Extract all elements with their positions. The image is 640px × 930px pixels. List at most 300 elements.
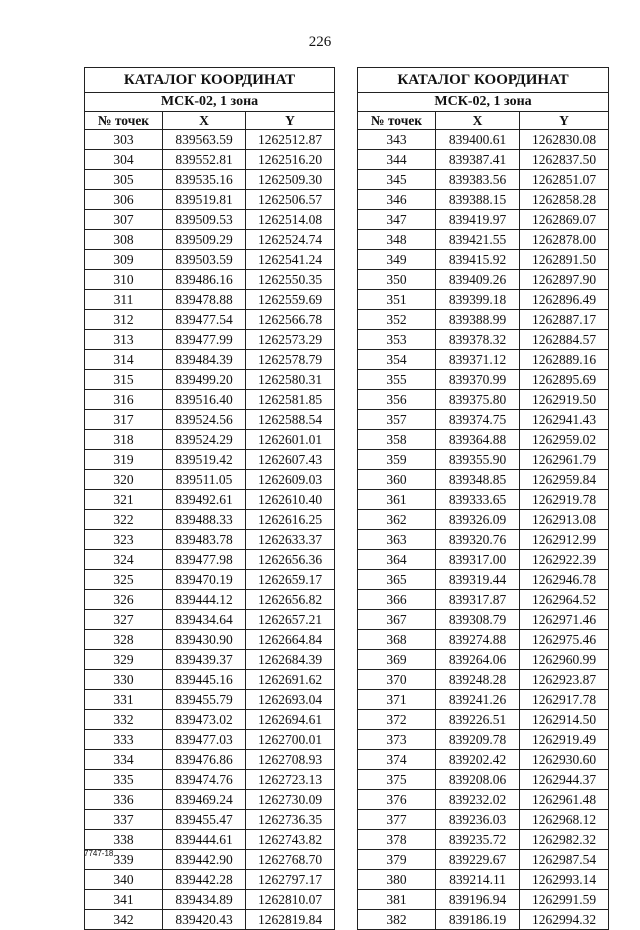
y-coordinate-cell: 1262919.50 (520, 390, 609, 410)
y-coordinate-cell: 1262743.82 (246, 830, 335, 850)
table-row (358, 390, 609, 410)
table-row (358, 550, 609, 570)
y-coordinate-cell: 1262896.49 (520, 290, 609, 310)
column-header-y: Y (520, 112, 609, 130)
x-coordinate-cell: 839477.99 (163, 330, 246, 350)
y-coordinate-cell: 1262607.43 (246, 450, 335, 470)
point-number-cell: 334 (85, 750, 163, 770)
y-coordinate-cell: 1262797.17 (246, 870, 335, 890)
y-coordinate-cell: 1262946.78 (520, 570, 609, 590)
x-coordinate-cell: 839241.26 (436, 690, 520, 710)
x-coordinate-cell: 839478.88 (163, 290, 246, 310)
x-coordinate-cell: 839248.28 (436, 670, 520, 690)
y-coordinate-cell: 1262961.79 (520, 450, 609, 470)
column-header-point-number: № точек (85, 112, 163, 130)
table-row (358, 330, 609, 350)
point-number-cell: 329 (85, 650, 163, 670)
point-number-cell: 304 (85, 150, 163, 170)
x-coordinate-cell: 839455.79 (163, 690, 246, 710)
column-header-point-number: № точек (358, 112, 436, 130)
y-coordinate-cell: 1262959.84 (520, 470, 609, 490)
y-coordinate-cell: 1262960.99 (520, 650, 609, 670)
point-number-cell: 303 (85, 130, 163, 150)
point-number-cell: 350 (358, 270, 436, 290)
x-coordinate-cell: 839563.59 (163, 130, 246, 150)
x-coordinate-cell: 839473.02 (163, 710, 246, 730)
table-row (85, 430, 335, 450)
y-coordinate-cell: 1262581.85 (246, 390, 335, 410)
catalog-title: КАТАЛОГ КООРДИНАТ (85, 68, 335, 93)
table-row (358, 750, 609, 770)
table-row (85, 590, 335, 610)
table-row (85, 790, 335, 810)
table-row (358, 230, 609, 250)
y-coordinate-cell: 1262889.16 (520, 350, 609, 370)
catalog-body (358, 130, 609, 930)
x-coordinate-cell: 839348.85 (436, 470, 520, 490)
table-row (85, 730, 335, 750)
y-coordinate-cell: 1262700.01 (246, 730, 335, 750)
point-number-cell: 311 (85, 290, 163, 310)
table-row (358, 210, 609, 230)
table-row (358, 270, 609, 290)
table-row (85, 510, 335, 530)
x-coordinate-cell: 839374.75 (436, 410, 520, 430)
point-number-cell: 360 (358, 470, 436, 490)
point-number-cell: 378 (358, 830, 436, 850)
x-coordinate-cell: 839421.55 (436, 230, 520, 250)
point-number-cell: 338 (85, 830, 163, 850)
x-coordinate-cell: 839444.61 (163, 830, 246, 850)
x-coordinate-cell: 839229.67 (436, 850, 520, 870)
y-coordinate-cell: 1262633.37 (246, 530, 335, 550)
x-coordinate-cell: 839492.61 (163, 490, 246, 510)
x-coordinate-cell: 839370.99 (436, 370, 520, 390)
x-coordinate-cell: 839226.51 (436, 710, 520, 730)
coordinate-catalog-table-left (84, 67, 335, 930)
y-coordinate-cell: 1262730.09 (246, 790, 335, 810)
y-coordinate-cell: 1262919.78 (520, 490, 609, 510)
point-number-cell: 307 (85, 210, 163, 230)
y-coordinate-cell: 1262923.87 (520, 670, 609, 690)
y-coordinate-cell: 1262919.49 (520, 730, 609, 750)
x-coordinate-cell: 839516.40 (163, 390, 246, 410)
table-row (85, 830, 335, 850)
table-row (85, 710, 335, 730)
table-row (85, 810, 335, 830)
x-coordinate-cell: 839430.90 (163, 630, 246, 650)
x-coordinate-cell: 839519.42 (163, 450, 246, 470)
y-coordinate-cell: 1262993.14 (520, 870, 609, 890)
table-row (358, 350, 609, 370)
point-number-cell: 348 (358, 230, 436, 250)
column-header-x: X (163, 112, 246, 130)
table-row (85, 370, 335, 390)
point-number-cell: 336 (85, 790, 163, 810)
x-coordinate-cell: 839470.19 (163, 570, 246, 590)
x-coordinate-cell: 839326.09 (436, 510, 520, 530)
table-row (358, 830, 609, 850)
point-number-cell: 316 (85, 390, 163, 410)
table-row (358, 650, 609, 670)
table-row (358, 370, 609, 390)
table-row (358, 130, 609, 150)
x-coordinate-cell: 839317.00 (436, 550, 520, 570)
x-coordinate-cell: 839419.97 (436, 210, 520, 230)
page-number: 226 (308, 34, 332, 50)
point-number-cell: 368 (358, 630, 436, 650)
footer-code: 7747-18 (84, 849, 114, 858)
x-coordinate-cell: 839415.92 (436, 250, 520, 270)
table-row (85, 870, 335, 890)
table-row (358, 530, 609, 550)
y-coordinate-cell: 1262878.00 (520, 230, 609, 250)
y-coordinate-cell: 1262694.61 (246, 710, 335, 730)
table-row (358, 510, 609, 530)
y-coordinate-cell: 1262723.13 (246, 770, 335, 790)
y-coordinate-cell: 1262601.01 (246, 430, 335, 450)
x-coordinate-cell: 839442.90 (163, 850, 246, 870)
x-coordinate-cell: 839503.59 (163, 250, 246, 270)
y-coordinate-cell: 1262968.12 (520, 810, 609, 830)
y-coordinate-cell: 1262922.39 (520, 550, 609, 570)
table-row (358, 470, 609, 490)
table-row (358, 150, 609, 170)
point-number-cell: 349 (358, 250, 436, 270)
point-number-cell: 370 (358, 670, 436, 690)
table-row (358, 890, 609, 910)
table-row (85, 290, 335, 310)
catalog-title: КАТАЛОГ КООРДИНАТ (358, 68, 609, 93)
table-row (358, 610, 609, 630)
point-number-cell: 355 (358, 370, 436, 390)
table-row (85, 530, 335, 550)
point-number-cell: 365 (358, 570, 436, 590)
y-coordinate-cell: 1262550.35 (246, 270, 335, 290)
x-coordinate-cell: 839196.94 (436, 890, 520, 910)
table-row (85, 230, 335, 250)
y-coordinate-cell: 1262887.17 (520, 310, 609, 330)
point-number-cell: 371 (358, 690, 436, 710)
table-row (85, 450, 335, 470)
point-number-cell: 367 (358, 610, 436, 630)
x-coordinate-cell: 839484.39 (163, 350, 246, 370)
point-number-cell: 374 (358, 750, 436, 770)
x-coordinate-cell: 839509.53 (163, 210, 246, 230)
y-coordinate-cell: 1262516.20 (246, 150, 335, 170)
y-coordinate-cell: 1262869.07 (520, 210, 609, 230)
x-coordinate-cell: 839511.05 (163, 470, 246, 490)
point-number-cell: 326 (85, 590, 163, 610)
table-row (358, 810, 609, 830)
table-row (85, 770, 335, 790)
table-row (358, 250, 609, 270)
point-number-cell: 314 (85, 350, 163, 370)
point-number-cell: 343 (358, 130, 436, 150)
table-row (358, 190, 609, 210)
y-coordinate-cell: 1262514.08 (246, 210, 335, 230)
y-coordinate-cell: 1262609.03 (246, 470, 335, 490)
point-number-cell: 341 (85, 890, 163, 910)
table-row (358, 410, 609, 430)
point-number-cell: 333 (85, 730, 163, 750)
table-row (85, 210, 335, 230)
y-coordinate-cell: 1262573.29 (246, 330, 335, 350)
y-coordinate-cell: 1262897.90 (520, 270, 609, 290)
table-row (85, 410, 335, 430)
y-coordinate-cell: 1262506.57 (246, 190, 335, 210)
table-row (358, 850, 609, 870)
catalog-subtitle: МСК-02, 1 зона (85, 93, 335, 112)
table-row (85, 170, 335, 190)
table-row (358, 590, 609, 610)
point-number-cell: 379 (358, 850, 436, 870)
y-coordinate-cell: 1262851.07 (520, 170, 609, 190)
y-coordinate-cell: 1262693.04 (246, 690, 335, 710)
point-number-cell: 335 (85, 770, 163, 790)
y-coordinate-cell: 1262684.39 (246, 650, 335, 670)
point-number-cell: 381 (358, 890, 436, 910)
x-coordinate-cell: 839209.78 (436, 730, 520, 750)
point-number-cell: 337 (85, 810, 163, 830)
table-row (85, 190, 335, 210)
y-coordinate-cell: 1262913.08 (520, 510, 609, 530)
x-coordinate-cell: 839524.56 (163, 410, 246, 430)
point-number-cell: 380 (358, 870, 436, 890)
point-number-cell: 320 (85, 470, 163, 490)
point-number-cell: 373 (358, 730, 436, 750)
y-coordinate-cell: 1262964.52 (520, 590, 609, 610)
y-coordinate-cell: 1262524.74 (246, 230, 335, 250)
y-coordinate-cell: 1262895.69 (520, 370, 609, 390)
table-row (358, 290, 609, 310)
y-coordinate-cell: 1262914.50 (520, 710, 609, 730)
table-row (85, 570, 335, 590)
point-number-cell: 308 (85, 230, 163, 250)
table-row (85, 250, 335, 270)
y-coordinate-cell: 1262884.57 (520, 330, 609, 350)
x-coordinate-cell: 839445.16 (163, 670, 246, 690)
y-coordinate-cell: 1262656.36 (246, 550, 335, 570)
y-coordinate-cell: 1262616.25 (246, 510, 335, 530)
point-number-cell: 315 (85, 370, 163, 390)
y-coordinate-cell: 1262566.78 (246, 310, 335, 330)
table-row (85, 910, 335, 930)
point-number-cell: 351 (358, 290, 436, 310)
y-coordinate-cell: 1262971.46 (520, 610, 609, 630)
point-number-cell: 377 (358, 810, 436, 830)
x-coordinate-cell: 839486.16 (163, 270, 246, 290)
table-row (358, 630, 609, 650)
point-number-cell: 323 (85, 530, 163, 550)
table-row (85, 390, 335, 410)
catalog-body (85, 130, 335, 930)
table-row (85, 610, 335, 630)
x-coordinate-cell: 839235.72 (436, 830, 520, 850)
y-coordinate-cell: 1262891.50 (520, 250, 609, 270)
x-coordinate-cell: 839399.18 (436, 290, 520, 310)
point-number-cell: 352 (358, 310, 436, 330)
table-row (85, 130, 335, 150)
table-row (358, 430, 609, 450)
x-coordinate-cell: 839383.56 (436, 170, 520, 190)
x-coordinate-cell: 839202.42 (436, 750, 520, 770)
x-coordinate-cell: 839477.98 (163, 550, 246, 570)
point-number-cell: 346 (358, 190, 436, 210)
x-coordinate-cell: 839274.88 (436, 630, 520, 650)
point-number-cell: 305 (85, 170, 163, 190)
point-number-cell: 358 (358, 430, 436, 450)
x-coordinate-cell: 839319.44 (436, 570, 520, 590)
table-row (358, 690, 609, 710)
y-coordinate-cell: 1262917.78 (520, 690, 609, 710)
x-coordinate-cell: 839375.80 (436, 390, 520, 410)
y-coordinate-cell: 1262580.31 (246, 370, 335, 390)
point-number-cell: 339 (85, 850, 163, 870)
y-coordinate-cell: 1262982.32 (520, 830, 609, 850)
y-coordinate-cell: 1262959.02 (520, 430, 609, 450)
point-number-cell: 317 (85, 410, 163, 430)
x-coordinate-cell: 839519.81 (163, 190, 246, 210)
x-coordinate-cell: 839232.02 (436, 790, 520, 810)
table-row (85, 490, 335, 510)
y-coordinate-cell: 1262691.62 (246, 670, 335, 690)
x-coordinate-cell: 839214.11 (436, 870, 520, 890)
y-coordinate-cell: 1262768.70 (246, 850, 335, 870)
point-number-cell: 344 (358, 150, 436, 170)
point-number-cell: 331 (85, 690, 163, 710)
point-number-cell: 356 (358, 390, 436, 410)
table-row (358, 770, 609, 790)
table-row (85, 670, 335, 690)
point-number-cell: 330 (85, 670, 163, 690)
x-coordinate-cell: 839476.86 (163, 750, 246, 770)
x-coordinate-cell: 839236.03 (436, 810, 520, 830)
catalog-subtitle: МСК-02, 1 зона (358, 93, 609, 112)
table-row (358, 170, 609, 190)
point-number-cell: 372 (358, 710, 436, 730)
y-coordinate-cell: 1262509.30 (246, 170, 335, 190)
x-coordinate-cell: 839378.32 (436, 330, 520, 350)
x-coordinate-cell: 839469.24 (163, 790, 246, 810)
x-coordinate-cell: 839434.64 (163, 610, 246, 630)
point-number-cell: 309 (85, 250, 163, 270)
y-coordinate-cell: 1262819.84 (246, 910, 335, 930)
table-row (358, 870, 609, 890)
x-coordinate-cell: 839499.20 (163, 370, 246, 390)
x-coordinate-cell: 839400.61 (436, 130, 520, 150)
y-coordinate-cell: 1262610.40 (246, 490, 335, 510)
table-row (358, 790, 609, 810)
y-coordinate-cell: 1262944.37 (520, 770, 609, 790)
x-coordinate-cell: 839387.41 (436, 150, 520, 170)
point-number-cell: 340 (85, 870, 163, 890)
point-number-cell: 313 (85, 330, 163, 350)
point-number-cell: 322 (85, 510, 163, 530)
y-coordinate-cell: 1262941.43 (520, 410, 609, 430)
table-row (358, 910, 609, 930)
point-number-cell: 347 (358, 210, 436, 230)
x-coordinate-cell: 839186.19 (436, 910, 520, 930)
point-number-cell: 342 (85, 910, 163, 930)
x-coordinate-cell: 839477.03 (163, 730, 246, 750)
x-coordinate-cell: 839535.16 (163, 170, 246, 190)
table-row (358, 730, 609, 750)
point-number-cell: 325 (85, 570, 163, 590)
x-coordinate-cell: 839455.47 (163, 810, 246, 830)
y-coordinate-cell: 1262994.32 (520, 910, 609, 930)
point-number-cell: 369 (358, 650, 436, 670)
point-number-cell: 363 (358, 530, 436, 550)
table-row (358, 450, 609, 470)
x-coordinate-cell: 839552.81 (163, 150, 246, 170)
table-row (85, 310, 335, 330)
table-row (85, 890, 335, 910)
point-number-cell: 376 (358, 790, 436, 810)
point-number-cell: 328 (85, 630, 163, 650)
y-coordinate-cell: 1262512.87 (246, 130, 335, 150)
table-row (85, 750, 335, 770)
column-header-y: Y (246, 112, 335, 130)
table-row (358, 670, 609, 690)
table-row (85, 550, 335, 570)
table-row (85, 690, 335, 710)
y-coordinate-cell: 1262559.69 (246, 290, 335, 310)
x-coordinate-cell: 839355.90 (436, 450, 520, 470)
table-row (85, 850, 335, 870)
point-number-cell: 359 (358, 450, 436, 470)
table-row (85, 470, 335, 490)
y-coordinate-cell: 1262837.50 (520, 150, 609, 170)
x-coordinate-cell: 839388.15 (436, 190, 520, 210)
x-coordinate-cell: 839320.76 (436, 530, 520, 550)
point-number-cell: 306 (85, 190, 163, 210)
y-coordinate-cell: 1262659.17 (246, 570, 335, 590)
point-number-cell: 357 (358, 410, 436, 430)
coordinate-catalog-table-right (357, 67, 609, 930)
x-coordinate-cell: 839333.65 (436, 490, 520, 510)
column-header-x: X (436, 112, 520, 130)
x-coordinate-cell: 839444.12 (163, 590, 246, 610)
x-coordinate-cell: 839483.78 (163, 530, 246, 550)
y-coordinate-cell: 1262656.82 (246, 590, 335, 610)
point-number-cell: 319 (85, 450, 163, 470)
y-coordinate-cell: 1262830.08 (520, 130, 609, 150)
table-row (85, 630, 335, 650)
x-coordinate-cell: 839509.29 (163, 230, 246, 250)
point-number-cell: 366 (358, 590, 436, 610)
y-coordinate-cell: 1262975.46 (520, 630, 609, 650)
x-coordinate-cell: 839208.06 (436, 770, 520, 790)
table-row (358, 310, 609, 330)
y-coordinate-cell: 1262736.35 (246, 810, 335, 830)
point-number-cell: 318 (85, 430, 163, 450)
x-coordinate-cell: 839477.54 (163, 310, 246, 330)
table-row (85, 650, 335, 670)
point-number-cell: 362 (358, 510, 436, 530)
x-coordinate-cell: 839474.76 (163, 770, 246, 790)
x-coordinate-cell: 839442.28 (163, 870, 246, 890)
y-coordinate-cell: 1262578.79 (246, 350, 335, 370)
point-number-cell: 364 (358, 550, 436, 570)
table-row (85, 150, 335, 170)
table-row (358, 710, 609, 730)
point-number-cell: 361 (358, 490, 436, 510)
point-number-cell: 354 (358, 350, 436, 370)
table-row (358, 570, 609, 590)
point-number-cell: 353 (358, 330, 436, 350)
y-coordinate-cell: 1262930.60 (520, 750, 609, 770)
